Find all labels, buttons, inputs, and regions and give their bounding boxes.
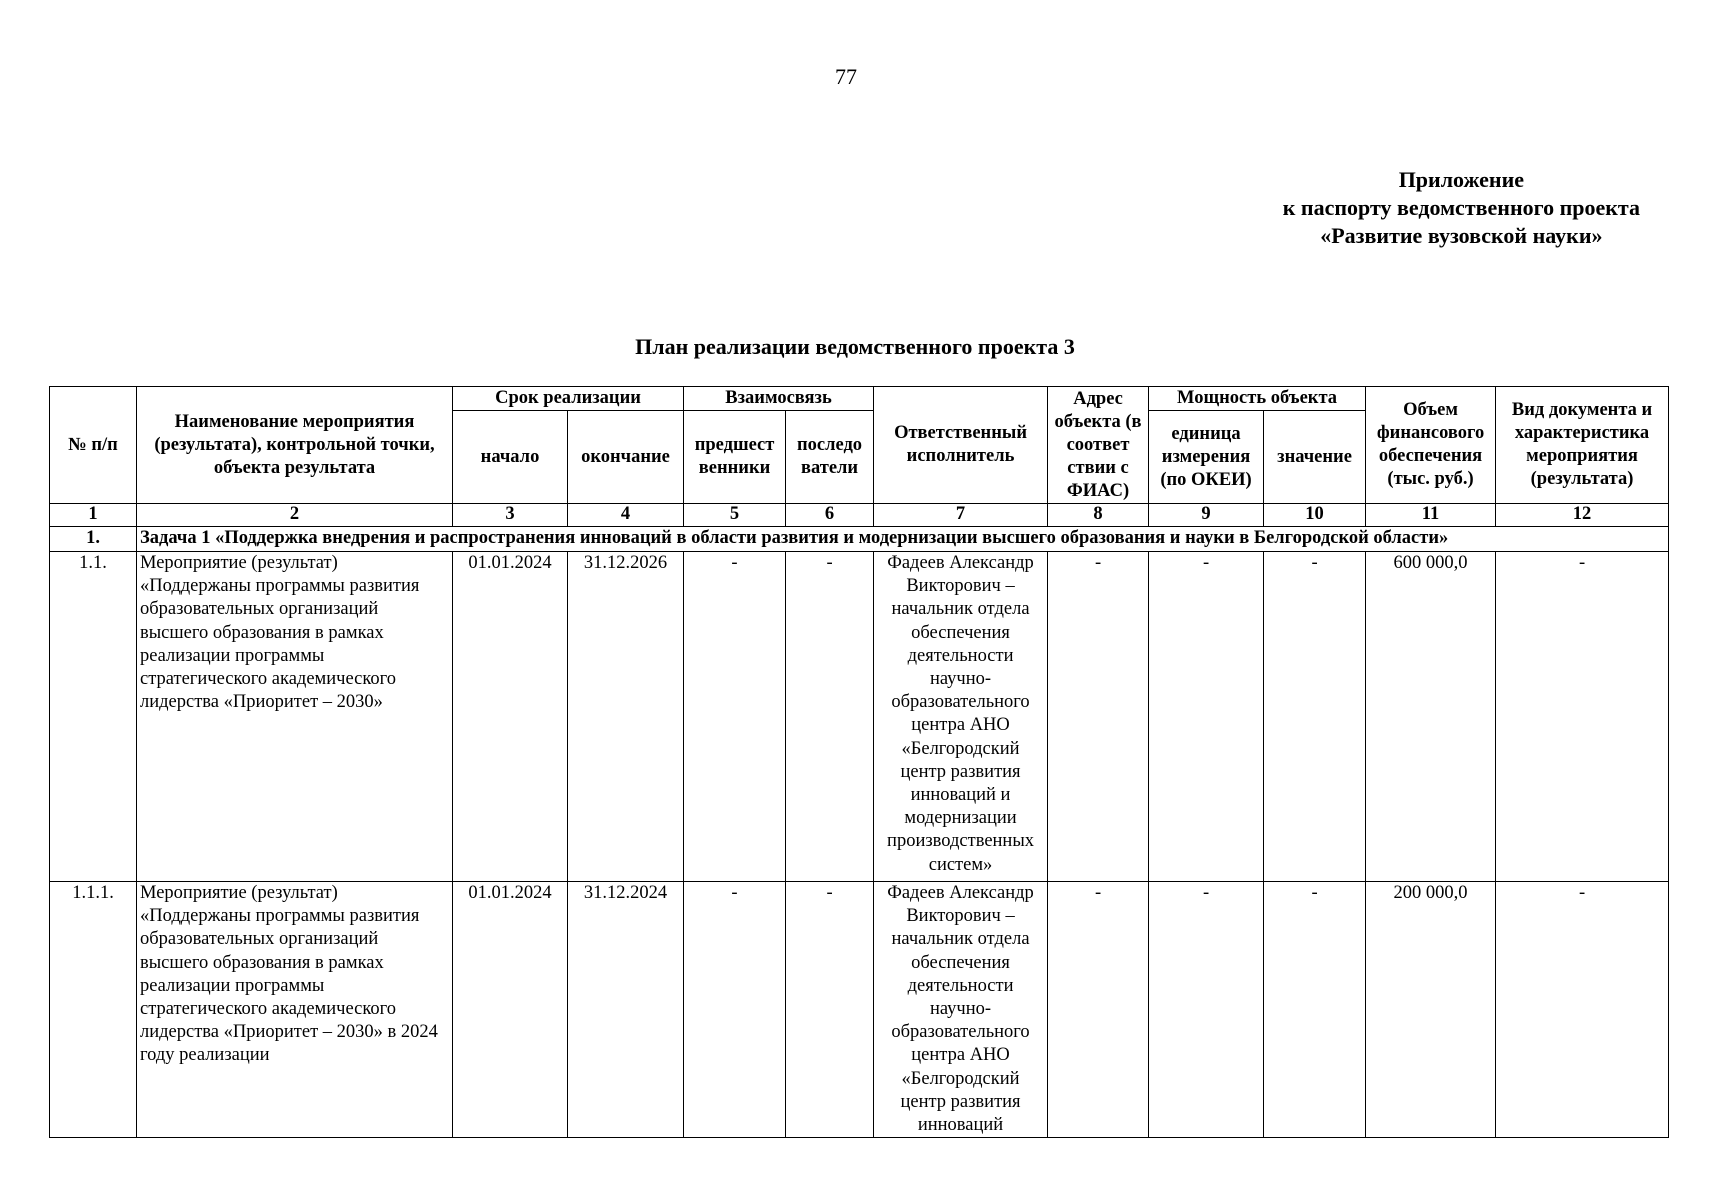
header-capacity: Мощность объекта: [1149, 387, 1366, 411]
appendix-line-2: к паспорту ведомственного проекта: [1282, 195, 1640, 220]
header-num: № п/п: [50, 387, 137, 504]
header-name: Наименование мероприятия (результата), контрольной точки, объекта результата: [137, 387, 453, 504]
row-end: 31.12.2026: [568, 552, 684, 882]
row-value: -: [1264, 882, 1366, 1138]
row-unit: -: [1149, 552, 1264, 882]
col-number: 1: [50, 504, 137, 527]
row-address: -: [1048, 882, 1149, 1138]
row-prev: -: [684, 552, 786, 882]
header-term: Срок реализации: [453, 387, 684, 411]
header-address: Адрес объекта (в соответ ствии с ФИАС): [1048, 387, 1149, 504]
row-finance: 600 000,0: [1366, 552, 1496, 882]
row-start: 01.01.2024: [453, 552, 568, 882]
task-text: Задача 1 «Поддержка внедрения и распространения инноваций в области развития и модернизации высшего образования и науки в Белгородской области»: [137, 527, 1669, 552]
col-number: 3: [453, 504, 568, 527]
row-start: 01.01.2024: [453, 882, 568, 1138]
col-number: 10: [1264, 504, 1366, 527]
row-prev: -: [684, 882, 786, 1138]
row-value: -: [1264, 552, 1366, 882]
header-row-1: [50, 387, 1669, 411]
row-next: -: [786, 882, 874, 1138]
appendix-line-1: Приложение: [1398, 167, 1525, 192]
header-link-prev: предшест венники: [684, 411, 786, 504]
col-number: 12: [1496, 504, 1669, 527]
col-number: 6: [786, 504, 874, 527]
table-row: [50, 552, 1669, 882]
col-number: 4: [568, 504, 684, 527]
plan-title: План реализации ведомственного проекта 3: [635, 334, 1075, 359]
row-num: 1.1.1.: [50, 882, 137, 1138]
header-finance: Объем финансового обеспечения (тыс. руб.): [1366, 387, 1496, 504]
header-doc: Вид документа и характеристика мероприятия (результата): [1496, 387, 1669, 504]
task-row: [50, 527, 1669, 552]
task-num: 1.: [50, 527, 137, 552]
row-next: -: [786, 552, 874, 882]
col-number: 9: [1149, 504, 1264, 527]
header-responsible: Ответственный исполнитель: [874, 387, 1048, 504]
row-doc: -: [1496, 552, 1669, 882]
page-number: 77: [835, 64, 857, 89]
row-finance: 200 000,0: [1366, 882, 1496, 1138]
appendix-header: [1283, 166, 1640, 250]
row-name: Мероприятие (результат) «Поддержаны программы развития образовательных организаций высшего образования в рамках реализации программы стратегического академического лидерства «Приоритет – 2030»: [137, 552, 453, 882]
row-unit: -: [1149, 882, 1264, 1138]
header-link: Взаимосвязь: [684, 387, 874, 411]
column-numbers-row: [50, 504, 1669, 527]
col-number: 8: [1048, 504, 1149, 527]
header-link-next: последо ватели: [786, 411, 874, 504]
header-value: значение: [1264, 411, 1366, 504]
appendix-line-3: «Развитие вузовской науки»: [1320, 223, 1603, 248]
col-number: 7: [874, 504, 1048, 527]
row-doc: -: [1496, 882, 1669, 1138]
row-responsible: Фадеев Александр Викторович – начальник отдела обеспечения деятельности научно-образовательного центра АНО «Белгородский центр развития инноваций и модернизации производственных систем»: [874, 552, 1048, 882]
plan-table: [49, 386, 1669, 1138]
header-term-start: начало: [453, 411, 568, 504]
col-number: 2: [137, 504, 453, 527]
header-unit: единица измерения (по ОКЕИ): [1149, 411, 1264, 504]
table-row: [50, 882, 1669, 1138]
row-name: Мероприятие (результат) «Поддержаны программы развития образовательных организаций высшего образования в рамках реализации программы стратегического академического лидерства «Приоритет – 2030» в 2024 году реализации: [137, 882, 453, 1138]
row-address: -: [1048, 552, 1149, 882]
header-term-end: окончание: [568, 411, 684, 504]
row-end: 31.12.2024: [568, 882, 684, 1138]
row-num: 1.1.: [50, 552, 137, 882]
col-number: 5: [684, 504, 786, 527]
row-responsible: Фадеев Александр Викторович – начальник отдела обеспечения деятельности научно-образовательного центра АНО «Белгородский центр развития инноваций: [874, 882, 1048, 1138]
col-number: 11: [1366, 504, 1496, 527]
